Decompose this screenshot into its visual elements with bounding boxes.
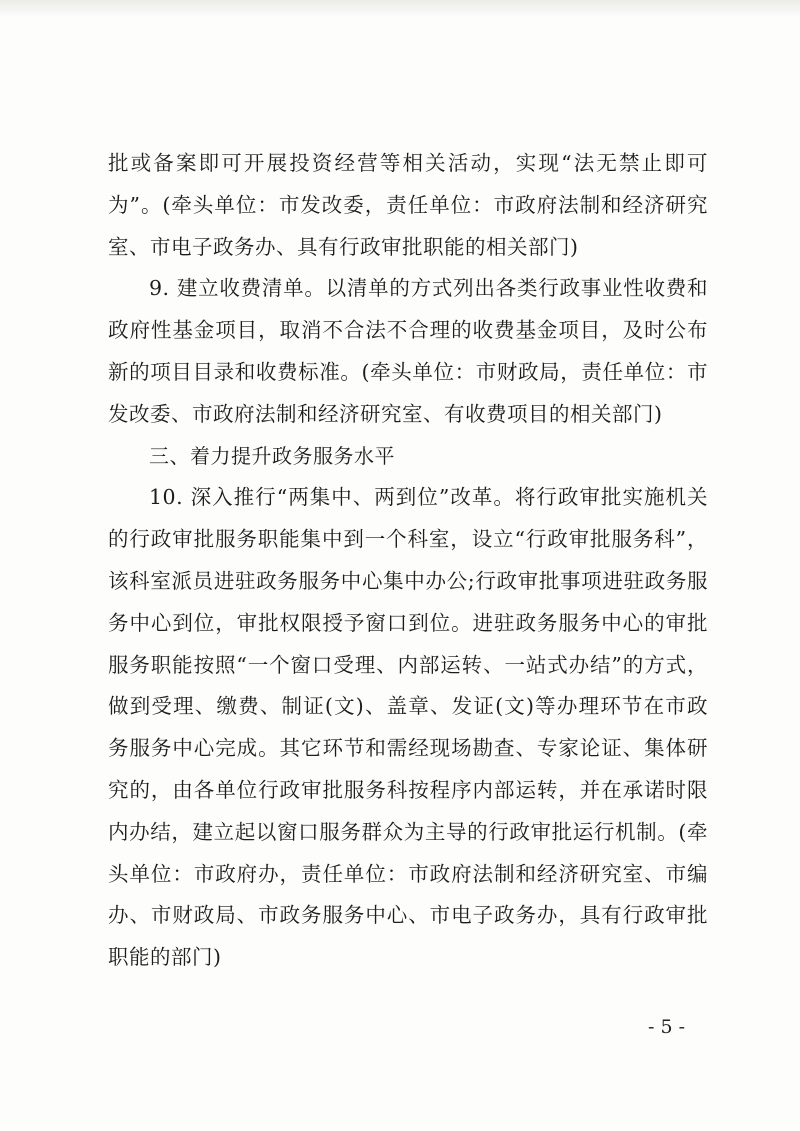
paragraph-continuation: 批或备案即可开展投资经营等相关活动，实现“法无禁止即可为”。(牵头单位：市发改委，责任单位：市政府法制和经济研究室、市电子政务办、具有行政审批职能的相关部门) <box>108 151 708 259</box>
page-number: - 5 - <box>648 1016 686 1038</box>
paragraph-item-9: 9. 建立收费清单。以清单的方式列出各类行政事业性收费和政府性基金项目，取消不合法不合理的收费基金项目，及时公布新的项目目录和收费标准。(牵头单位：市财政局，责任单位：市发改委、市政府法制和经济研究室、有收费项目的相关部门) <box>108 276 708 426</box>
paragraph-item-10: 10. 深入推行“两集中、两到位”改革。将行政审批实施机关的行政审批服务职能集中到一个科室，设立“行政审批服务科”，该科室派员进驻政务服务中心集中办公;行政审批事项进驻政务服务中心到位，审批权限授予窗口到位。进驻政务服务中心的审批服务职能按照“一个窗口受理、内部运转、一站式办结”的方式，做到受理、缴费、制证(文)、盖章、发证(文)等办理环节在市政务服务中心完成。其它环节和需经现场勘查、专家论证、集体研究的，由各单位行政审批服务科按程序内部运转，并在承诺时限内办结，建立起以窗口服务群众为主导的行政审批运行机制。(牵头单位：市政府办，责任单位：市政府法制和经济研究室、市编办、市财政局、市政务服务中心、市电子政务办，具有行政审批职能的部门) <box>108 485 708 970</box>
document-body <box>108 143 708 979</box>
section-heading: 三、着力提升政务服务水平 <box>149 443 395 468</box>
scan-shadow <box>0 0 800 18</box>
